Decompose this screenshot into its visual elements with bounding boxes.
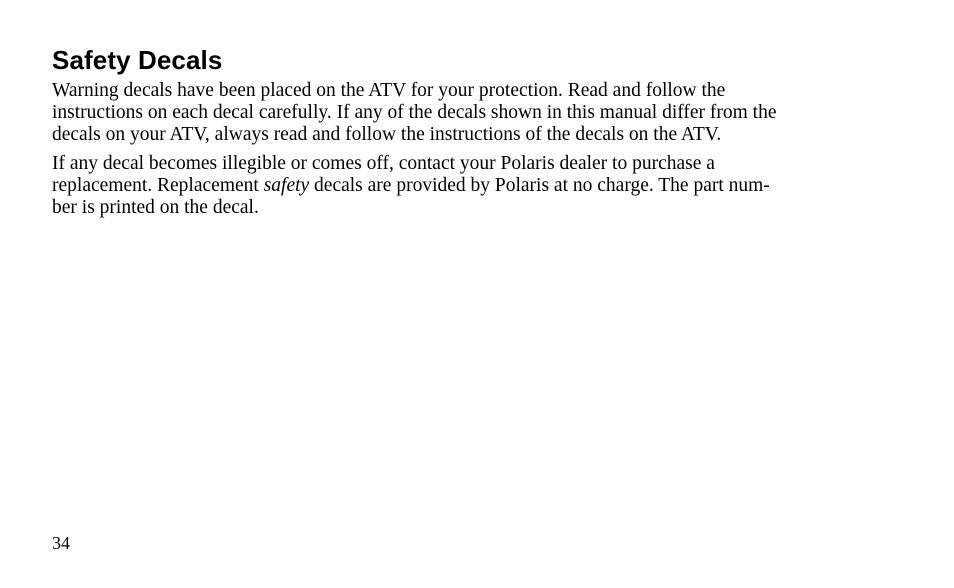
section-heading: Safety Decals [52,45,223,75]
paragraph-line: ber is printed on the decal. [52,197,259,218]
paragraph-warning-decals [52,80,892,146]
emphasis-safety: safety [263,175,310,196]
text-run: replacement. Replacement [52,175,264,196]
page-number: 34 [52,533,70,553]
paragraph-line: instructions on each decal carefully. If any of the decals shown in this manual differ from the [52,102,777,123]
paragraph-line [52,175,892,197]
text-run: decals are provided by Polaris at no charge. The part num- [309,175,770,196]
paragraph-line: If any decal becomes illegible or comes off, contact your Polaris dealer to purchase a [52,153,715,174]
paragraph-line: decals on your ATV, always read and follow the instructions of the decals on the ATV. [52,124,722,145]
paragraph-replacement-decals [52,153,892,219]
paragraph-line: Warning decals have been placed on the ATV for your protection. Read and follow the [52,80,726,101]
